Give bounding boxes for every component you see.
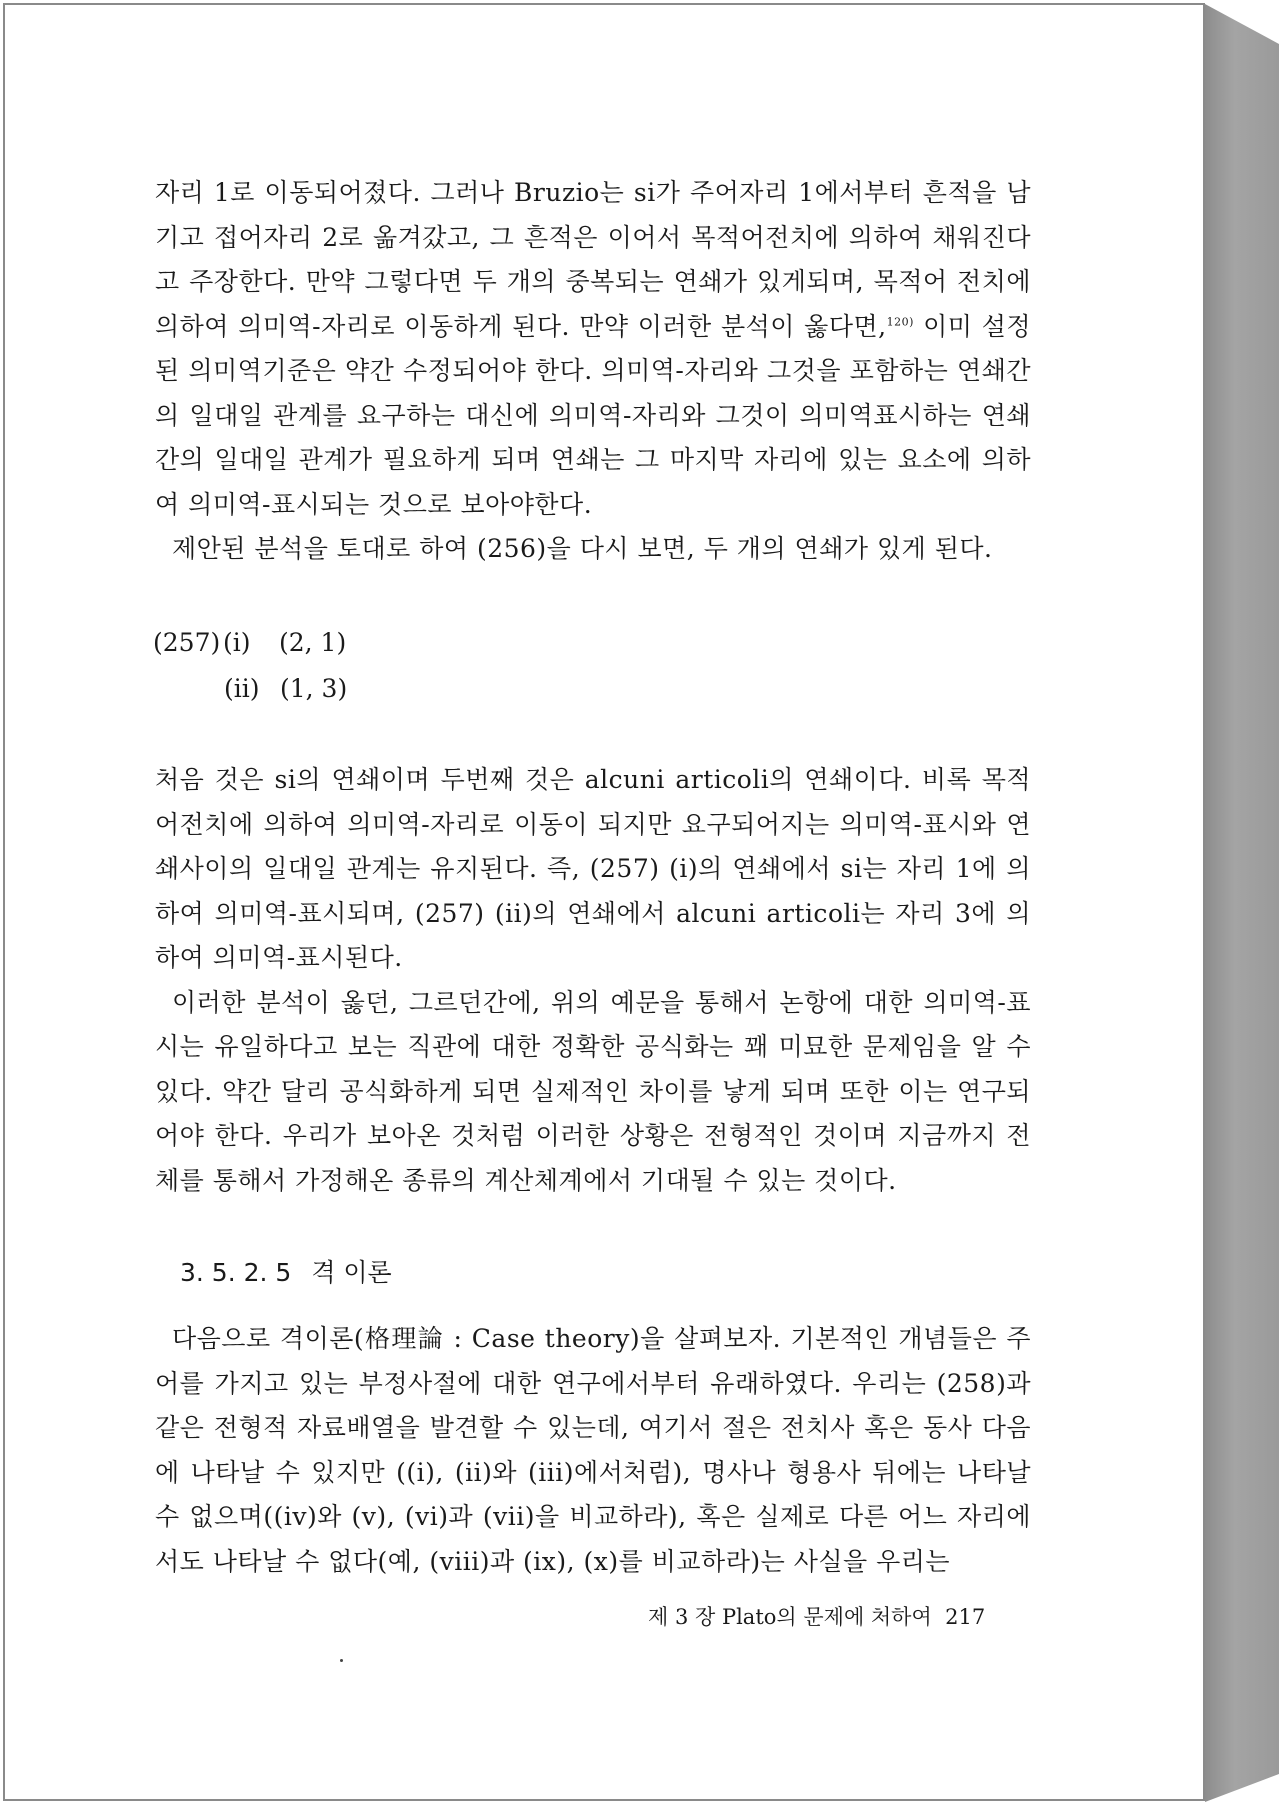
example-sublabel: (ii) <box>224 674 260 703</box>
example-number: (257) <box>153 628 221 657</box>
body-text-bottom <box>155 1317 1031 1584</box>
paragraph-case-theory: 다음으로 격이론(格理論 : Case theory)을 살펴보자. 기본적인 개념들은 주어를 가지고 있는 부정사절에 대한 연구에서부터 유래하였다. 우리는 (258)과 같은 전형적 자료배열을 발견할 수 있는데, 여기서 절은 전치사 혹은 동사 다음에 나타날 수 있지만 ((i), (ii)와 (iii)에서처럼), 명사나 형용사 뒤에는 나타날 수 없으며((iv)와 (v), (vi)과 (vii)을 비교하라), 혹은 실제로 다른 어느 자리에서도 나타날 수 없다(예, (viii)과 (ix), (x)를 비교하라)는 사실을 우리는 <box>155 1324 1031 1576</box>
example-257-line-1 <box>153 628 346 658</box>
page-number: 217 <box>945 1605 986 1629</box>
paragraph-text-continued: 이미 설정된 의미역기준은 약간 수정되어야 한다. 의미역-자리와 그것을 포함하는 연쇄간의 일대일 관계를 요구하는 대신에 의미역-자리와 그것이 의미역표시하는 연쇄간의 일대일 관계가 필요하게 되며 연쇄는 그 마지막 자리에 있는 요소에 의하여 의미역-표시되는 것으로 보아야한다. <box>155 311 1031 519</box>
section-title: 격 이론 <box>311 1258 392 1287</box>
paragraph-text: 자리 1로 이동되어졌다. 그러나 Bruzio는 si가 주어자리 1에서부터 흔적을 남기고 접어자리 2로 옮겨갔고, 그 흔적은 이어서 목적어전치에 의하여 채워진다고 주장한다. 만약 그렇다면 두 개의 중복되는 연쇄가 있게되며, 목적어 전치에 의하여 의미역-자리로 이동하게 된다. 만약 이러한 분석이 옳다면, <box>155 178 1031 341</box>
section-number: 3. 5. 2. 5 <box>180 1258 292 1287</box>
page-edge-shadow <box>1205 4 1279 1802</box>
running-footer <box>648 1603 985 1631</box>
body-text-top <box>155 171 1031 572</box>
running-head: 제 3 장 Plato의 문제에 처하여 <box>648 1605 932 1629</box>
paragraph-analysis-discussion: 이러한 분석이 옳던, 그르던간에, 위의 예문을 통해서 논항에 대한 의미역-표시는 유일하다고 보는 직관에 대한 정확한 공식화는 꽤 미묘한 문제임을 알 수 있다. 약간 달리 공식화하게 되면 실제적인 차이를 낳게 되며 또한 이는 연구되어야 한다. 우리가 보아온 것처럼 이러한 상황은 전형적인 것이며 지금까지 전체를 통해서 가정해온 종류의 계산체계에서 기대될 수 있는 것이다. <box>155 987 1031 1195</box>
section-heading <box>180 1258 392 1288</box>
body-text-middle <box>155 758 1031 1203</box>
scan-speck <box>340 1659 343 1662</box>
example-sublabel: (i) <box>223 628 251 657</box>
paragraph-proposed-analysis: 제안된 분석을 토대로 하여 (256)을 다시 보면, 두 개의 연쇄가 있게 된다. <box>172 534 993 563</box>
footnote-marker: 120) <box>886 315 914 329</box>
example-value: (1, 3) <box>280 674 348 703</box>
example-257-line-2 <box>224 674 347 704</box>
example-value: (2, 1) <box>279 628 347 657</box>
paragraph-chains: 처음 것은 si의 연쇄이며 두번째 것은 alcuni articoli의 연쇄이다. 비록 목적어전치에 의하여 의미역-자리로 이동이 되지만 요구되어지는 의미역-표시와 연쇄사이의 일대일 관계는 유지된다. 즉, (257) (i)의 연쇄에서 si는 자리 1에 의하여 의미역-표시되며, (257) (ii)의 연쇄에서 alcuni articoli는 자리 3에 의하여 의미역-표시된다. <box>155 765 1031 972</box>
paragraph-continuation <box>155 171 1031 527</box>
